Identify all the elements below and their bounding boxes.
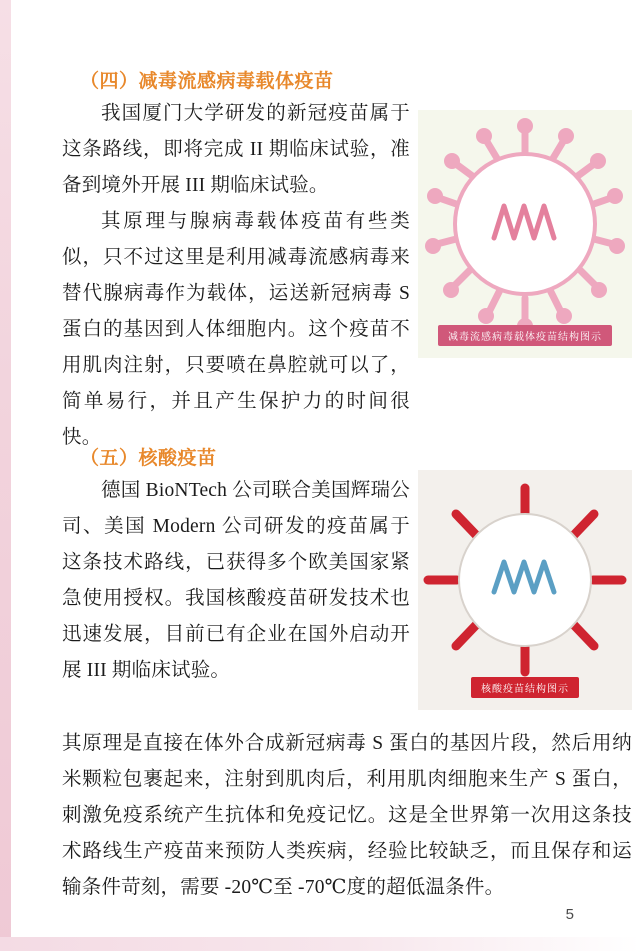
page-left-border-inner [11,0,14,951]
paragraph-five-2: 其原理是直接在体外合成新冠病毒 S 蛋白的基因片段，然后用纳米颗粒包裹起来，注射到肌肉后，利用肌肉细胞来生产 S 蛋白，刺激免疫系统产生抗体和免疫记忆。这是全世界第一次用这条技术路线生产疫苗来预防人类疾病，经验比较缺乏，而且保存和运输条件苛刻，需要 -20℃至 -70℃度的超低温条件。 [62,733,632,898]
figure-nucleic-acid-vaccine [418,470,632,710]
paragraph-four-2: 其原理与腺病毒载体疫苗有些类似，只不过这里是利用减毒流感病毒来替代腺病毒作为载体，运送新冠病毒 S 蛋白的基因到人体细胞内。这个疫苗不用肌肉注射，只要喷在鼻腔就可以了，简单易行，并且产生保护力的时间很快。 [62,211,410,448]
virus-body-red [459,514,591,646]
figure-caption-nucleic-acid: 核酸疫苗结构图示 [471,677,579,698]
paragraph-four-1: 我国厦门大学研发的新冠疫苗属于这条路线，即将完成 II 期临床试验，准备到境外开展 III 期临床试验。 [62,103,410,196]
figure-caption-attenuated: 减毒流感病毒载体疫苗结构图示 [438,325,612,346]
paragraph-five-1: 德国 BioNTech 公司联合美国辉瑞公司、美国 Modern 公司研发的疫苗属于这条技术路线，已获得多个欧美国家紧急使用授权。我国核酸疫苗研发技术也迅速发展，目前已有企业在国外启动开展 III 期临床试验。 [62,480,410,681]
virus-diagram-pink-svg [418,110,632,358]
page-left-decorative-border [0,0,11,951]
section-heading-four: （四）减毒流感病毒载体疫苗 [80,71,334,92]
figure-attenuated-influenza-vector-vaccine [418,110,632,358]
virus-diagram-red-svg [418,470,632,710]
page-number: 5 [565,906,574,923]
section-heading-five: （五）核酸疫苗 [80,448,217,469]
virus-body-pink [455,154,595,294]
page-content [38,0,632,951]
